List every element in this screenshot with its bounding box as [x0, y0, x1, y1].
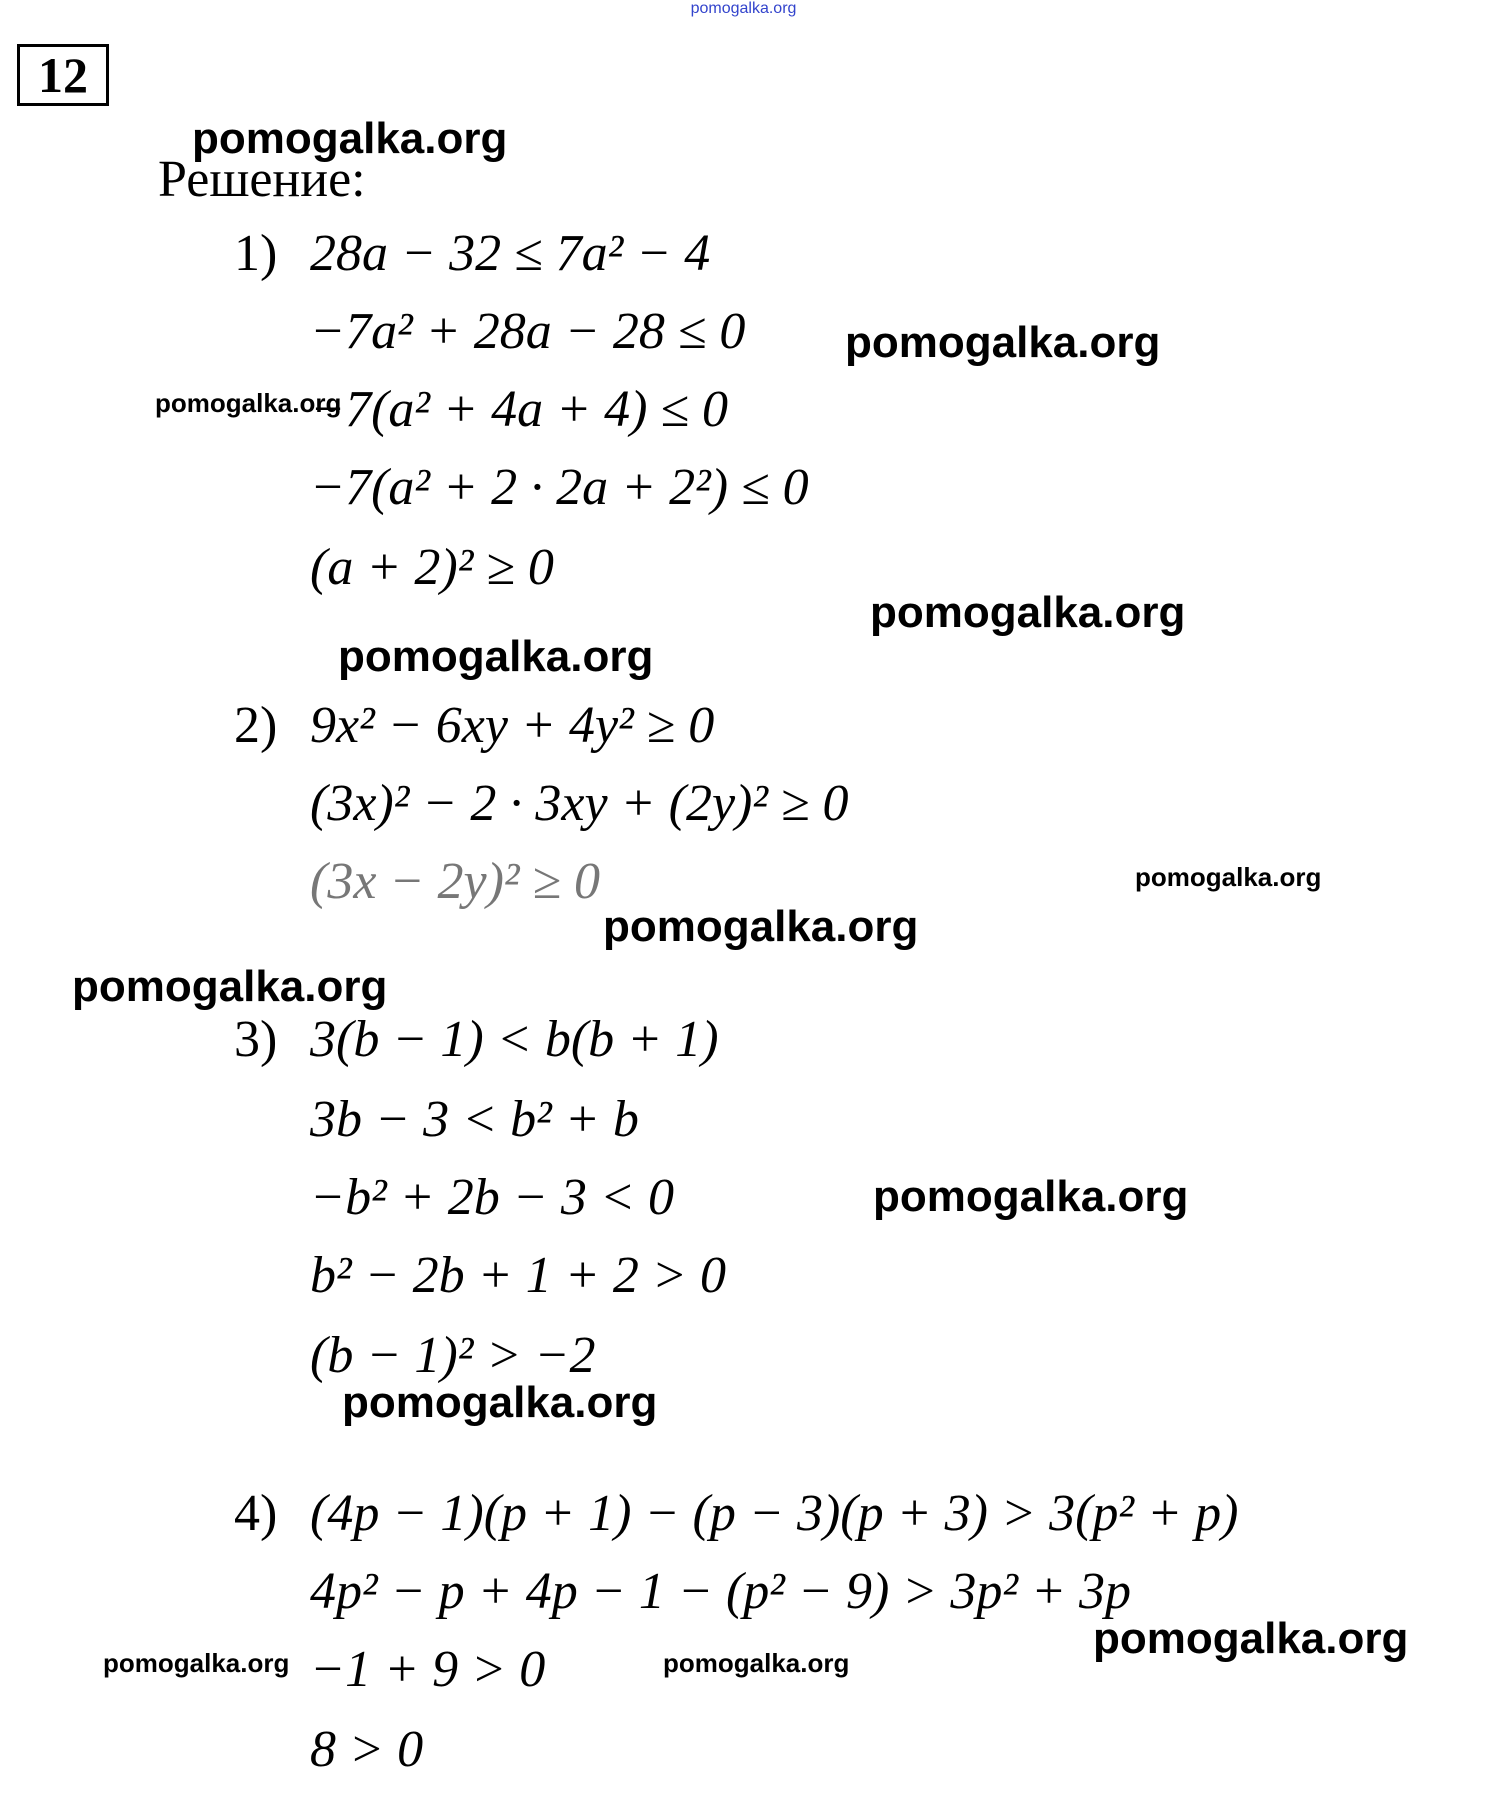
watermark: pomogalka.org [72, 962, 388, 1011]
part-4-line-4: 8 > 0 [310, 1721, 424, 1778]
part-1-line-4: −7(a² + 2 · 2a + 2²) ≤ 0 [310, 459, 809, 516]
watermark: pomogalka.org [342, 1378, 658, 1427]
part-2-line-3: (3x − 2y)² ≥ 0 [310, 853, 601, 910]
watermark: pomogalka.org [338, 632, 654, 681]
part-4-line-1: (4p − 1)(p + 1) − (p − 3)(p + 3) > 3(p² + p) [310, 1485, 1239, 1542]
part-3-line-1: 3(b − 1) < b(b + 1) [310, 1011, 719, 1068]
part-4-number: 4) [234, 1485, 278, 1542]
watermark: pomogalka.org [870, 588, 1186, 637]
watermark: pomogalka.org [873, 1172, 1189, 1221]
part-3-line-2: 3b − 3 < b² + b [310, 1091, 639, 1148]
top-watermark: pomogalka.org [690, 0, 797, 17]
part-1-number: 1) [234, 225, 278, 282]
part-1-line-5: (a + 2)² ≥ 0 [310, 539, 554, 596]
watermark: pomogalka.org [663, 1648, 850, 1678]
watermark: pomogalka.org [155, 388, 342, 418]
part-1-line-3: −7(a² + 4a + 4) ≤ 0 [310, 381, 729, 438]
part-3-line-4: b² − 2b + 1 + 2 > 0 [310, 1247, 726, 1304]
part-4-line-3: −1 + 9 > 0 [310, 1641, 546, 1698]
watermark: pomogalka.org [603, 902, 919, 951]
watermark: pomogalka.org [192, 114, 508, 163]
part-1-line-1: 28a − 32 ≤ 7a² − 4 [310, 225, 711, 282]
watermark: pomogalka.org [845, 318, 1161, 367]
watermark: pomogalka.org [103, 1648, 290, 1678]
watermark: pomogalka.org [1093, 1614, 1409, 1663]
part-2-line-2: (3x)² − 2 · 3xy + (2y)² ≥ 0 [310, 775, 849, 832]
part-3-line-3: −b² + 2b − 3 < 0 [310, 1169, 674, 1226]
part-2-number: 2) [234, 697, 278, 754]
watermark: pomogalka.org [1135, 862, 1322, 892]
part-2-line-1: 9x² − 6xy + 4y² ≥ 0 [310, 697, 715, 754]
part-4-line-2: 4p² − p + 4p − 1 − (p² − 9) > 3p² + 3p [310, 1563, 1132, 1620]
solution-heading: Решение: [158, 151, 366, 208]
part-3-line-5: (b − 1)² > −2 [310, 1327, 596, 1384]
part-1-line-2: −7a² + 28a − 28 ≤ 0 [310, 303, 746, 360]
problem-number-box: 12 [17, 44, 109, 106]
part-3-number: 3) [234, 1011, 278, 1068]
